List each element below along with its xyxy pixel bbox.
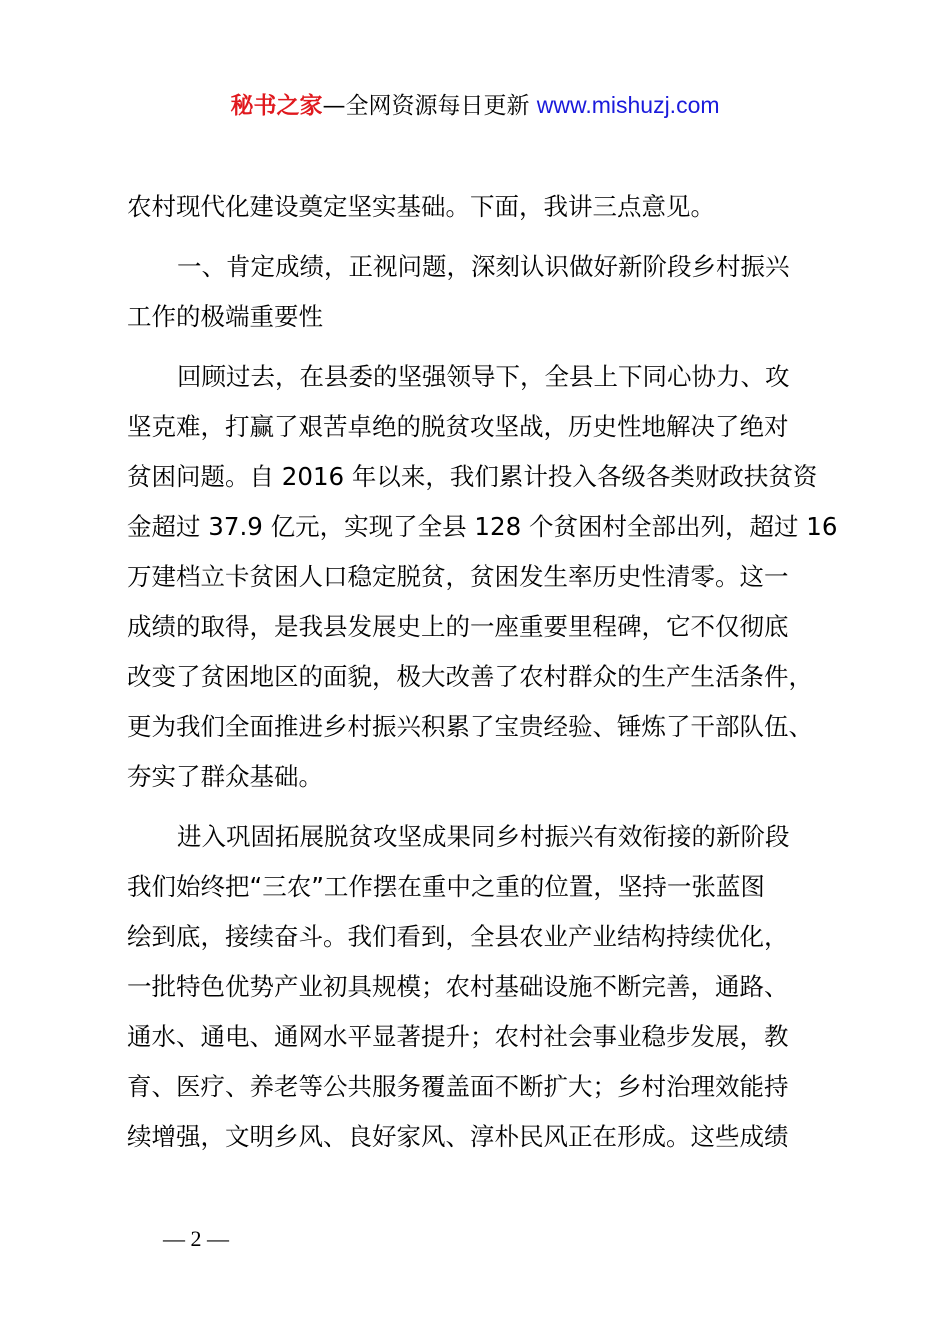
text-line: 我们始终把“三农”工作摆在重中之重的位置，坚持一张蓝图 <box>127 872 765 901</box>
section-heading-1 <box>127 242 832 342</box>
brand-name: 秘书之家 <box>230 93 323 119</box>
text-line: 进入巩固拓展脱贫攻坚成果同乡村振兴有效衔接的新阶段 <box>177 822 790 851</box>
text-line: 成绩的取得，是我县发展史上的一座重要里程碑，它不仅彻底 <box>127 612 789 641</box>
text-line: 贫困问题。自 2016 年以来，我们累计投入各级各类财政扶贫资 <box>127 462 818 491</box>
text-line: 一批特色优势产业初具规模；农村基础设施不断完善，通路、 <box>127 972 789 1001</box>
text-line: 金超过 37.9 亿元，实现了全县 128 个贫困村全部出列，超过 16 <box>127 512 838 541</box>
paragraph-new-stage <box>127 812 832 1162</box>
text-line: 绘到底，接续奋斗。我们看到，全县农业产业结构持续优化， <box>127 922 789 951</box>
page-number: — 2 — <box>163 1226 229 1251</box>
heading-line: 工作的极端重要性 <box>127 302 323 331</box>
document-body <box>127 182 838 1162</box>
site-header <box>0 88 950 123</box>
paragraph-intro-continuation <box>127 182 832 232</box>
text-line: 改变了贫困地区的面貌，极大改善了农村群众的生产生活条件， <box>127 662 813 691</box>
header-tagline: 全网资源每日更新 <box>345 93 530 119</box>
header-dash: — <box>322 93 346 119</box>
text-line: 万建档立卡贫困人口稳定脱贫，贫困发生率历史性清零。这一 <box>127 562 789 591</box>
text-line: 农村现代化建设奠定坚实基础。下面，我讲三点意见。 <box>127 192 715 221</box>
text-line: 育、医疗、养老等公共服务覆盖面不断扩大；乡村治理效能持 <box>127 1072 789 1101</box>
text-line: 通水、通电、通网水平显著提升；农村社会事业稳步发展，教 <box>127 1022 789 1051</box>
paragraph-review <box>127 352 838 802</box>
text-line: 回顾过去，在县委的坚强领导下，全县上下同心协力、攻 <box>177 362 790 391</box>
heading-line: 一、肯定成绩，正视问题，深刻认识做好新阶段乡村振兴 <box>177 252 790 281</box>
text-line: 续增强，文明乡风、良好家风、淳朴民风正在形成。这些成绩 <box>127 1122 789 1151</box>
site-url-link[interactable]: www.mishuzj.com <box>536 92 720 118</box>
text-line: 更为我们全面推进乡村振兴积累了宝贵经验、锤炼了干部队伍、 <box>127 712 813 741</box>
text-line: 坚克难，打赢了艰苦卓绝的脱贫攻坚战，历史性地解决了绝对 <box>127 412 789 441</box>
text-line: 夯实了群众基础。 <box>127 762 323 791</box>
